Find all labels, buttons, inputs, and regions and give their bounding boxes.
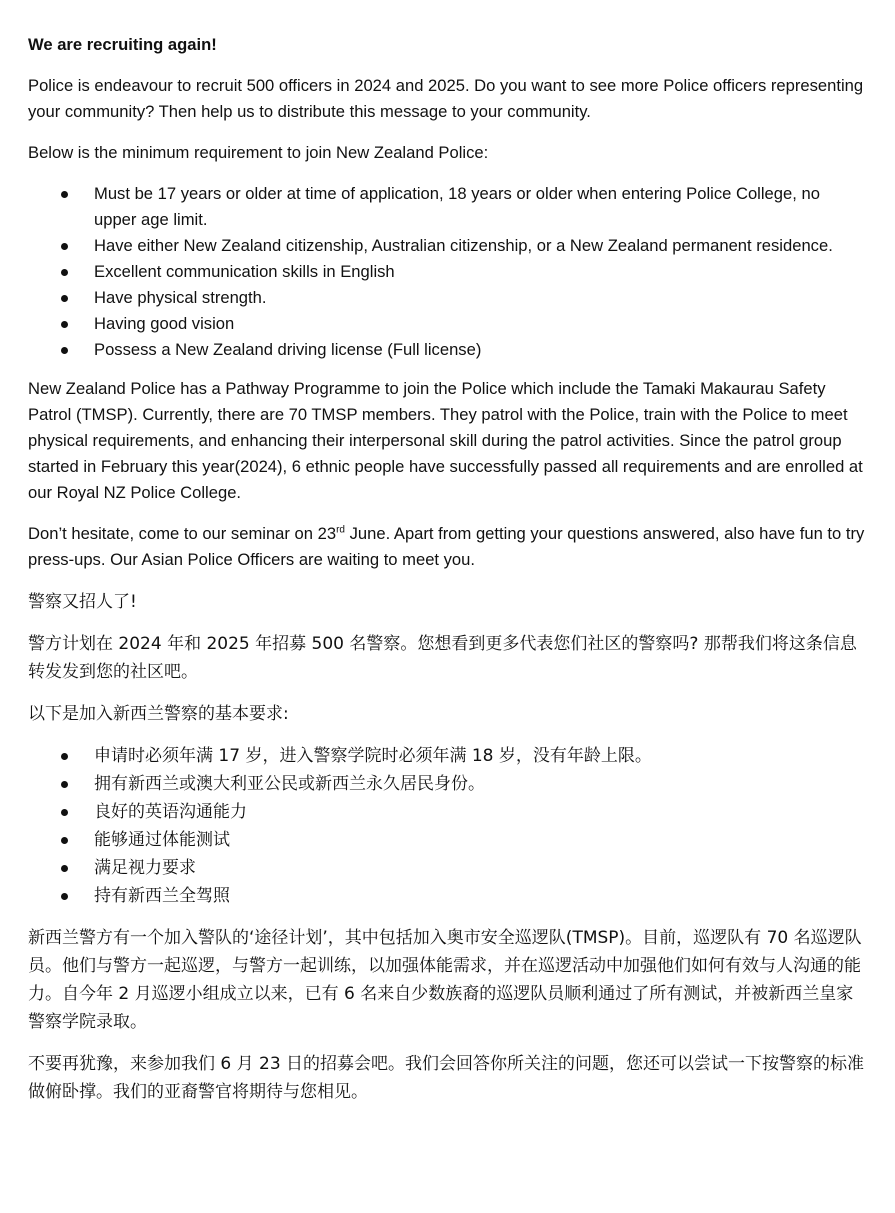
- chinese-pathway-paragraph: 新西兰警方有一个加入警队的‘途径计划’，其中包括加入奥市安全巡逻队(TMSP)。目前，巡逻队有 70 名巡逻队员。他们与警方一起巡逻，与警方一起训练，以加强体能需求，并在巡逻活动中加强他们如何有效与人沟通的能力。自今年 2 月巡逻小组成立以来，已有 6 名来自少数族裔的巡逻队员顺利通过了所有测试，并被新西兰皇家警察学院录取。: [28, 928, 862, 1032]
- english-heading: We are recruiting again!: [28, 35, 217, 54]
- english-requirement-item: Having good vision: [28, 311, 866, 337]
- english-requirement-item: Have physical strength.: [28, 285, 866, 311]
- english-requirement-item: Possess a New Zealand driving license (Full license): [28, 337, 866, 363]
- english-requirement-item: Excellent communication skills in English: [28, 259, 866, 285]
- chinese-requirement-item: 拥有新西兰或澳大利亚公民或新西兰永久居民身份。: [28, 770, 866, 798]
- english-seminar-text-end: June. Apart from getting your questions answered, also have fun to try press-ups. Our Asian Police Officers are waiting to meet you.: [28, 524, 865, 569]
- chinese-section: [28, 588, 866, 1106]
- english-seminar-text-start: Don’t hesitate, come to our seminar on 23: [28, 524, 337, 543]
- english-seminar-paragraph: [28, 521, 866, 573]
- chinese-requirement-item: 申请时必须年满 17 岁，进入警察学院时必须年满 18 岁，没有年龄上限。: [28, 742, 866, 770]
- english-seminar-date-suffix: rd: [336, 524, 345, 536]
- chinese-intro: 警方计划在 2024 年和 2025 年招募 500 名警察。您想看到更多代表您们社区的警察吗? 那帮我们将这条信息转发发到您的社区吧。: [28, 634, 857, 682]
- english-requirement-item: Must be 17 years or older at time of application, 18 years or older when entering Police College, no upper age limit.: [28, 181, 866, 233]
- english-section: [28, 32, 866, 573]
- english-requirements-intro: Below is the minimum requirement to join New Zealand Police:: [28, 143, 489, 162]
- english-requirement-item: Have either New Zealand citizenship, Australian citizenship, or a New Zealand permanent residence.: [28, 233, 866, 259]
- english-intro: Police is endeavour to recruit 500 officers in 2024 and 2025. Do you want to see more Police officers representing your community? Then help us to distribute this message to your community.: [28, 76, 864, 121]
- english-requirements-list: [28, 181, 866, 363]
- chinese-heading: 警察又招人了!: [28, 592, 137, 612]
- chinese-requirements-intro: 以下是加入新西兰警察的基本要求:: [28, 704, 289, 724]
- document-page: [28, 32, 866, 1120]
- chinese-requirement-item: 满足视力要求: [28, 854, 866, 882]
- chinese-requirements-list: [28, 742, 866, 910]
- chinese-requirement-item: 能够通过体能测试: [28, 826, 866, 854]
- chinese-seminar-paragraph: 不要再犹豫，来参加我们 6 月 23 日的招募会吧。我们会回答你所关注的问题，您还可以尝试一下按警察的标准做俯卧撑。我们的亚裔警官将期待与您相见。: [28, 1054, 865, 1102]
- chinese-requirement-item: 良好的英语沟通能力: [28, 798, 866, 826]
- english-pathway-paragraph: New Zealand Police has a Pathway Programme to join the Police which include the Tamaki Makaurau Safety Patrol (TMSP). Currently, there are 70 TMSP members. They patrol with the Police, train with the Police to meet physical requirements, and enhancing their interpersonal skill during the patrol activities. Since the patrol group started in February this year(2024), 6 ethnic people have successfully passed all requirements and are enrolled at our Royal NZ Police College.: [28, 379, 863, 502]
- chinese-requirement-item: 持有新西兰全驾照: [28, 882, 866, 910]
